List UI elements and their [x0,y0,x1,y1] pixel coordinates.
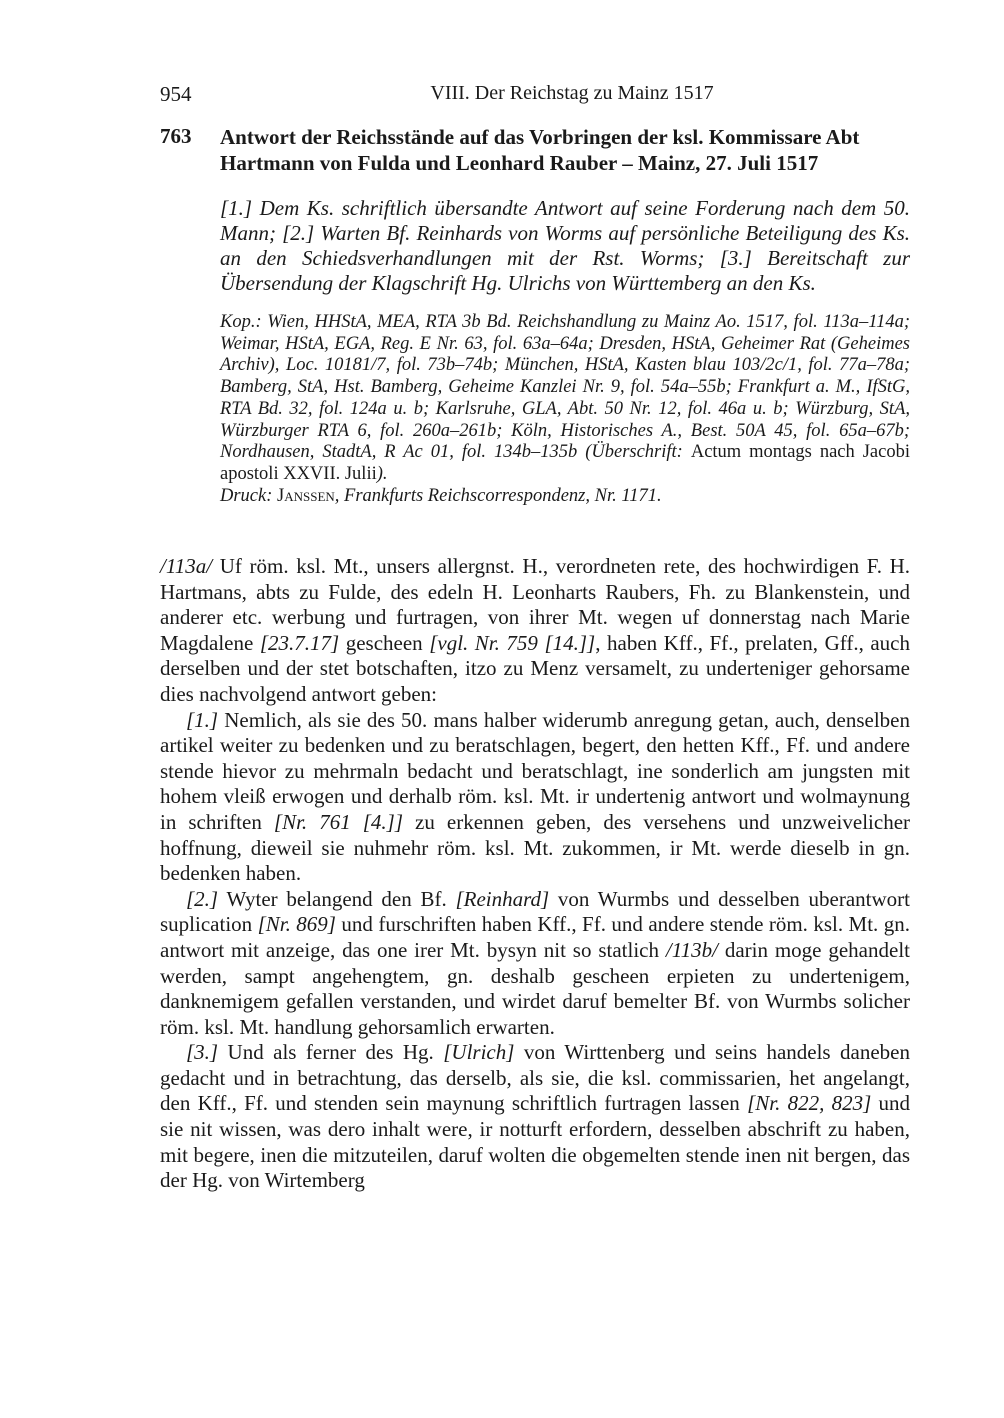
running-title: VIII. Der Reichstag zu Mainz 1517 [430,82,714,104]
paragraph-3 [160,1040,910,1194]
date-annotation: [23.7.17] [259,630,340,655]
paragraph-text: und sie nit wissen, was dero inhalt were, ir notturft erfordern, desselben abschrift zu haben, mit begere, inen die mitzuteilen, daruf wolten die obgemelten stende inen nit bergen, das der Hg. von Wirtemberg [160,1091,911,1193]
copies-text: Kop.: Wien, HHStA, MEA, RTA 3b Bd. Reichshandlung zu Mainz Ao. 1517, fol. 113a–114a; Weimar, HStA, EGA, Reg. E Nr. 63, fol. 63a–64a; Dresden, HStA, Geheimer Rat (Geheimes Archiv), Loc. 10181/7, fol. 73b–74b; München, HStA, Kasten blau 103/2c/1, fol. 77a–78a; Bamberg, StA, Hst. Bamberg, Geheime Kanzlei Nr. 9, fol. 54a–55b; Frankfurt a. M., IfStG, RTA Bd. 32, fol. 124a u. b; Karlsruhe, GLA, Abt. 50 Nr. 12, fol. 46a u. b; Würzburg, StA, Würzburger RTA 6, fol. 260a–261b; Köln, Historisches A., Best. 50A 45, fol. 65a–67b; Nordhausen, StadtA, R Ac 01, fol. 134b–135b (Überschrift: [220,312,910,463]
paragraph-text: Wyter belangend den Bf. [218,886,456,911]
page-number: 954 [160,82,192,106]
paragraph-text: , haben Kff., Ff., prelaten, Gff., auch derselben und der stet botschaften, itzo zu Menz versamelt, zu underteniger gehorsame dies nachvolgend antwort geben: [160,630,911,706]
running-head [160,82,910,110]
paragraph-text: darin moge gehandelt werden, sampt angehengtem, gn. deshalb gescheen erpieten zu undertenigem, danknemigem gefallen verstanden, und wirdet daruf bemelter Bf. von Wurmbs solicher röm. ksl. Mt. handlung gehorsamlich erwarten. [160,937,910,1039]
section-number: [1.] [186,707,219,732]
folio-marker: /113b/ [665,937,718,962]
cross-reference: [Nr. 761 [4.]] [273,809,404,834]
document-title: Antwort der Reichsstände auf das Vorbringen der ksl. Kommissare Abt Hartmann von Fulda und Leonhard Rauber – Mainz, 27. Juli 1517 [220,125,860,175]
source-apparatus [220,312,910,507]
paragraph-text: Und als ferner des Hg. [218,1040,444,1065]
name-annotation: [Ulrich] [443,1040,515,1065]
paragraph-text: Uf röm. ksl. Mt., unsers allergnst. H., verordneten rete, des hochwirdigen F. H. Hartmans, abts zu Fulde, des edeln H. Leonharts Raubers, Fh. zu Blankenstein, und anderer etc. werbung und furtragen, von ihrer Mt. wegen uf donnerstag nach Marie Magdalene [160,554,910,655]
cross-reference: [Nr. 822, 823] [747,1091,872,1116]
section-number: [2.] [186,886,219,911]
paragraph-text: und furschriften haben Kff., Ff. und andere stende röm. ksl. Mt. gn. antwort mit anzeige, das one irer Mt. bysyn nit so statlich [160,912,910,962]
paragraph-2 [160,887,910,1041]
document-number: 763 [160,124,192,148]
cross-reference: [Nr. 869] [257,912,336,937]
regest-text: [1.] Dem Ks. schriftlich übersandte Antwort auf seine Forderung nach dem 50. Mann; [2.] Warten Bf. Reinhards von Worms auf persönliche Beteiligung des Ks. an den Schiedsverhandlungen mit der Rst. Worms; [3.] Bereitschaft zur Übersendung der Klagschrift Hg. Ulrichs von Württemberg an den Ks. [220,196,910,295]
paragraph-text: von Wirttenberg und seins handels daneben gedacht und in betrachtung, das derselb, als sie, die ksl. commissarien, het angelangt, den Kff., Ff. und stenden sein maynung schriftlich furtragen lassen [160,1040,910,1116]
cross-reference: [vgl. Nr. 759 [14.]] [429,630,596,655]
section-number: [3.] [186,1040,219,1065]
print-label: Druck: [220,485,278,506]
regest-summary [220,196,910,296]
folio-marker: /113a/ [160,554,213,578]
print-reference: , Frankfurts Reichscorrespondenz, Nr. 1171. [334,485,662,506]
paragraph-text: gescheen [339,630,430,655]
paragraph-intro [160,554,910,708]
print-note [220,486,910,508]
print-author: Janssen [277,485,335,506]
name-annotation: [Reinhard] [455,886,550,911]
paragraph-text: von Wurmbs und desselben uberantwort suplication [160,886,910,937]
copies-note [220,312,910,486]
copies-text-end: ). [376,463,388,484]
paragraph-1 [160,708,910,887]
edition-text [160,554,910,1194]
paragraph-text: Nemlich, als sie des 50. mans halber widerumb anregung getan, auch, denselben artikel weiter zu bedenken und zu beratschlagen, begert, den hetten Kff., Ff. und andere stende hievor zu mehrmaln bedacht und beratschlagt, ine sonderlich am jungsten mit hohem vleiß erwogen und derhalb röm. ksl. Mt. ir undertenig antwort und wolmaynung in schriften [160,707,910,834]
copies-heading-quote: Actum montags nach Jacobi apostoli XXVII. Julii [220,442,910,484]
paragraph-text: zu erkennen geben, des versehens und unzweivelicher hoffnung, dieweil sie nuhmehr röm. ksl. Mt. zukommen, ir Mt. werde dieselb in gn. bedenken haben. [160,809,911,886]
